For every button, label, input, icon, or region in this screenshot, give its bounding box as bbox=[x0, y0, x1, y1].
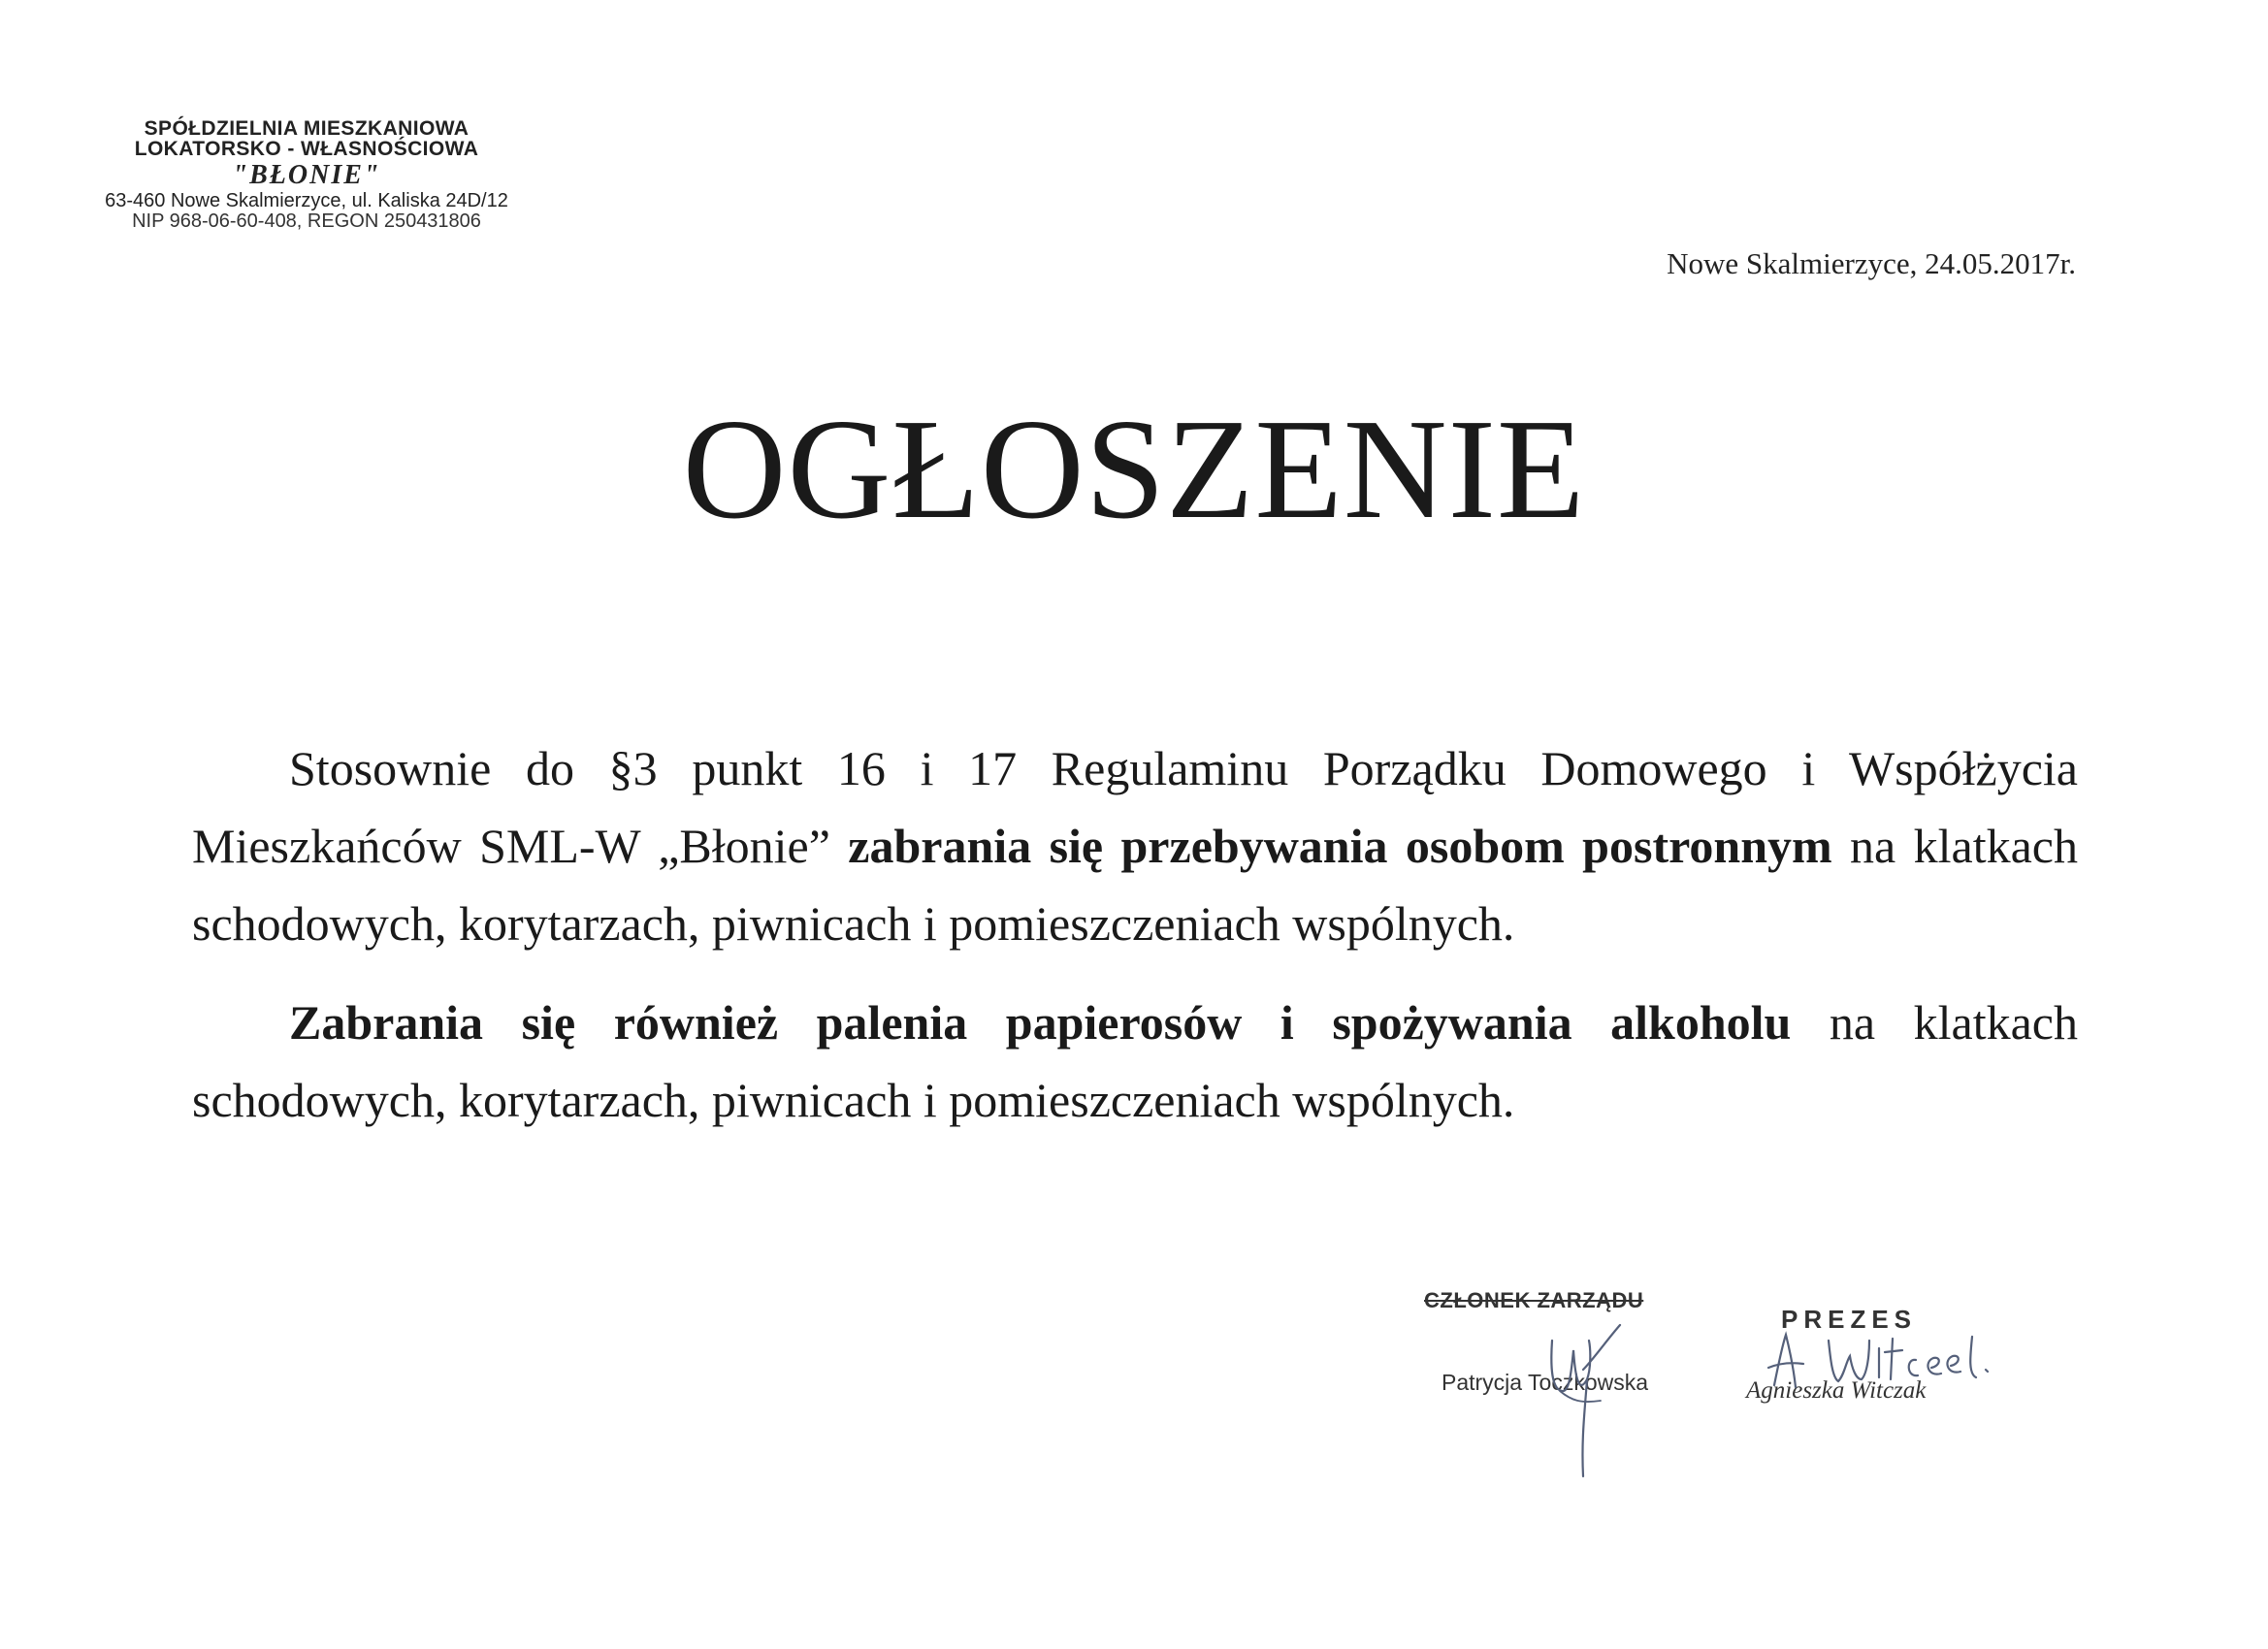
stamp-line-brand: "BŁONIE" bbox=[232, 159, 381, 190]
document-date: Nowe Skalmierzyce, 24.05.2017r. bbox=[1667, 246, 2076, 280]
board-member-handwritten-signature bbox=[1523, 1311, 1639, 1505]
president-role: PREZES bbox=[1781, 1305, 1918, 1334]
paragraph-2-bold: Zabrania się również palenia papierosów i spożywania alkoholu bbox=[289, 995, 1792, 1050]
cooperative-stamp bbox=[54, 118, 559, 231]
stamp-line-name: SPÓŁDZIELNIA MIESZKANIOWA bbox=[144, 117, 470, 140]
paragraph-2 bbox=[192, 984, 2078, 1139]
document-title: OGŁOSZENIE bbox=[682, 390, 1586, 549]
document-body bbox=[192, 729, 2078, 1139]
paragraph-1-text-end: na klatkach schodowych, korytarzach, piwnicach i pomieszczeniach wspólnych. bbox=[192, 819, 2078, 951]
president-name: Agnieszka Witczak bbox=[1746, 1377, 1927, 1404]
board-member-name: Patrycja Toczkowska bbox=[1442, 1370, 1649, 1395]
paragraph-1 bbox=[192, 729, 2078, 962]
stamp-line-address: 63-460 Nowe Skalmierzyce, ul. Kaliska 24D/12 bbox=[105, 190, 508, 212]
paragraph-1-bold: zabrania się przebywania osobom postronnym bbox=[848, 819, 1832, 873]
stamp-line-type: LOKATORSKO - WŁASNOŚCIOWA bbox=[134, 138, 479, 161]
paragraph-1-text: Stosownie do §3 punkt 16 i 17 Regulaminu Porządku Domowego i Współżycia Mieszkańców SML-W „Błonie” bbox=[192, 741, 2078, 873]
president-handwritten-signature bbox=[1761, 1327, 2003, 1395]
signature-block-board-member bbox=[1424, 1288, 1715, 1395]
stamp-line-ids: NIP 968-06-60-408, REGON 250431806 bbox=[132, 210, 481, 232]
paragraph-2-text-end: na klatkach schodowych, korytarzach, piwnicach i pomieszczeniach wspólnych. bbox=[192, 995, 2078, 1127]
board-member-role: CZŁONEK ZARZĄDU bbox=[1424, 1288, 1644, 1312]
